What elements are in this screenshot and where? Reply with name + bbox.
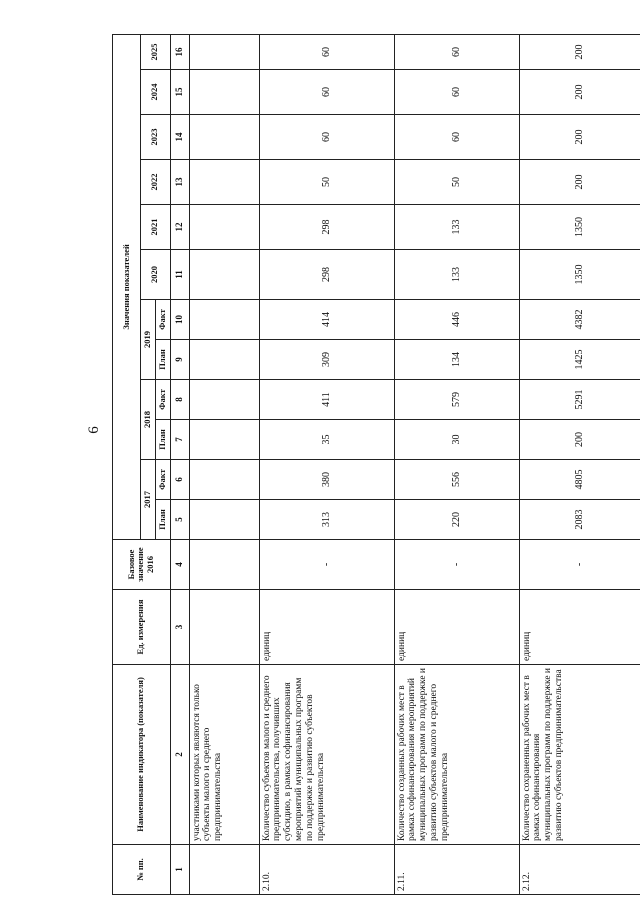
column-number: 14	[170, 115, 189, 160]
value-cell: 1350	[519, 205, 640, 250]
unit-cell: единиц	[394, 590, 519, 665]
header-year: 2022	[141, 160, 171, 205]
value-cell	[189, 380, 259, 420]
column-number: 1	[170, 845, 189, 895]
value-cell: 60	[394, 34, 519, 69]
header-year: 2025	[141, 34, 171, 69]
value-cell: 5291	[519, 380, 640, 420]
header-year: 2019	[141, 300, 156, 380]
value-cell	[189, 300, 259, 340]
column-number: 10	[170, 300, 189, 340]
value-cell: 1425	[519, 340, 640, 380]
column-number: 5	[170, 500, 189, 540]
header-name: Наименование индикатора (показателя)	[113, 665, 171, 845]
value-cell: 380	[259, 460, 394, 500]
unit-cell: единиц	[519, 590, 640, 665]
header-unit: Ед. измерения	[113, 590, 171, 665]
header-year: 2024	[141, 70, 171, 115]
value-cell: 4805	[519, 460, 640, 500]
value-cell: 556	[394, 460, 519, 500]
value-cell: 298	[259, 250, 394, 300]
value-cell	[189, 115, 259, 160]
table-row	[519, 34, 640, 894]
indicator-table-sheet	[112, 35, 617, 895]
value-cell: 200	[519, 115, 640, 160]
column-number: 11	[170, 250, 189, 300]
indicator-name: участниками которых являются только субъекты малого и среднего предпринимательства	[189, 665, 259, 845]
header-num: № пп.	[113, 845, 171, 895]
value-cell	[189, 160, 259, 205]
row-number: 2.10.	[259, 845, 394, 895]
value-cell: 60	[259, 115, 394, 160]
header-year: 2020	[141, 250, 171, 300]
column-number: 4	[170, 540, 189, 590]
unit-cell	[189, 590, 259, 665]
header-fact: Факт	[155, 380, 170, 420]
value-cell	[189, 500, 259, 540]
header-year: 2017	[141, 460, 156, 540]
value-cell: 60	[259, 70, 394, 115]
value-cell: 60	[259, 34, 394, 69]
value-cell: 200	[519, 34, 640, 69]
value-cell: 50	[394, 160, 519, 205]
row-number: 2.12.	[519, 845, 640, 895]
base-value-cell	[189, 540, 259, 590]
value-cell: 50	[259, 160, 394, 205]
header-year: 2023	[141, 115, 171, 160]
value-cell: 2083	[519, 500, 640, 540]
column-number-row	[170, 34, 189, 894]
column-number: 15	[170, 70, 189, 115]
base-value-cell: -	[519, 540, 640, 590]
column-number: 16	[170, 34, 189, 69]
header-base: Базовое значение 2016	[113, 540, 171, 590]
value-cell: 309	[259, 340, 394, 380]
value-cell: 30	[394, 420, 519, 460]
header-plan: План	[155, 340, 170, 380]
value-cell	[189, 420, 259, 460]
value-cell: 60	[394, 115, 519, 160]
value-cell: 4382	[519, 300, 640, 340]
column-number: 2	[170, 665, 189, 845]
value-cell: 134	[394, 340, 519, 380]
value-cell: 446	[394, 300, 519, 340]
indicator-name: Количество субъектов малого и среднего предпринимательства, получивших субсидию, в рамках софинансирования мероприятий муниципальных программ по поддержке и развитию субъектов предпринимательства	[259, 665, 394, 845]
value-cell: 200	[519, 70, 640, 115]
indicator-name: Количество сохраненных рабочих мест в рамках софинансирования муниципальных программ по поддержке и развитию субъектов предпринимательства	[519, 665, 640, 845]
indicator-name: Количество созданных рабочих мест в рамках софинансирования мероприятий муниципальных программ по поддержке и развитию субъектов малого и среднего предпринимательства	[394, 665, 519, 845]
value-cell: 133	[394, 250, 519, 300]
base-value-cell: -	[259, 540, 394, 590]
row-number: 2.11.	[394, 845, 519, 895]
indicator-table	[112, 34, 640, 895]
column-number: 6	[170, 460, 189, 500]
column-number: 9	[170, 340, 189, 380]
header-fact: Факт	[155, 300, 170, 340]
column-number: 12	[170, 205, 189, 250]
unit-cell: единиц	[259, 590, 394, 665]
table-body	[189, 34, 640, 894]
value-cell	[189, 70, 259, 115]
column-number: 13	[170, 160, 189, 205]
header-plan: План	[155, 500, 170, 540]
row-number	[189, 845, 259, 895]
value-cell	[189, 250, 259, 300]
base-value-cell: -	[394, 540, 519, 590]
column-number: 7	[170, 420, 189, 460]
column-number: 8	[170, 380, 189, 420]
header-plan: План	[155, 420, 170, 460]
header-values: Значения показателей	[113, 34, 141, 539]
header-fact: Факт	[155, 460, 170, 500]
value-cell	[189, 34, 259, 69]
value-cell	[189, 205, 259, 250]
value-cell: 35	[259, 420, 394, 460]
value-cell: 133	[394, 205, 519, 250]
value-cell: 220	[394, 500, 519, 540]
value-cell: 579	[394, 380, 519, 420]
table-row	[259, 34, 394, 894]
value-cell: 313	[259, 500, 394, 540]
value-cell: 200	[519, 420, 640, 460]
value-cell: 411	[259, 380, 394, 420]
value-cell	[189, 340, 259, 380]
value-cell: 60	[394, 70, 519, 115]
table-row	[189, 34, 259, 894]
table-row	[394, 34, 519, 894]
value-cell: 200	[519, 160, 640, 205]
page-number: 6	[86, 426, 102, 434]
column-number: 3	[170, 590, 189, 665]
header-year: 2021	[141, 205, 171, 250]
value-cell: 1350	[519, 250, 640, 300]
value-cell: 414	[259, 300, 394, 340]
value-cell: 298	[259, 205, 394, 250]
header-year: 2018	[141, 380, 156, 460]
value-cell	[189, 460, 259, 500]
